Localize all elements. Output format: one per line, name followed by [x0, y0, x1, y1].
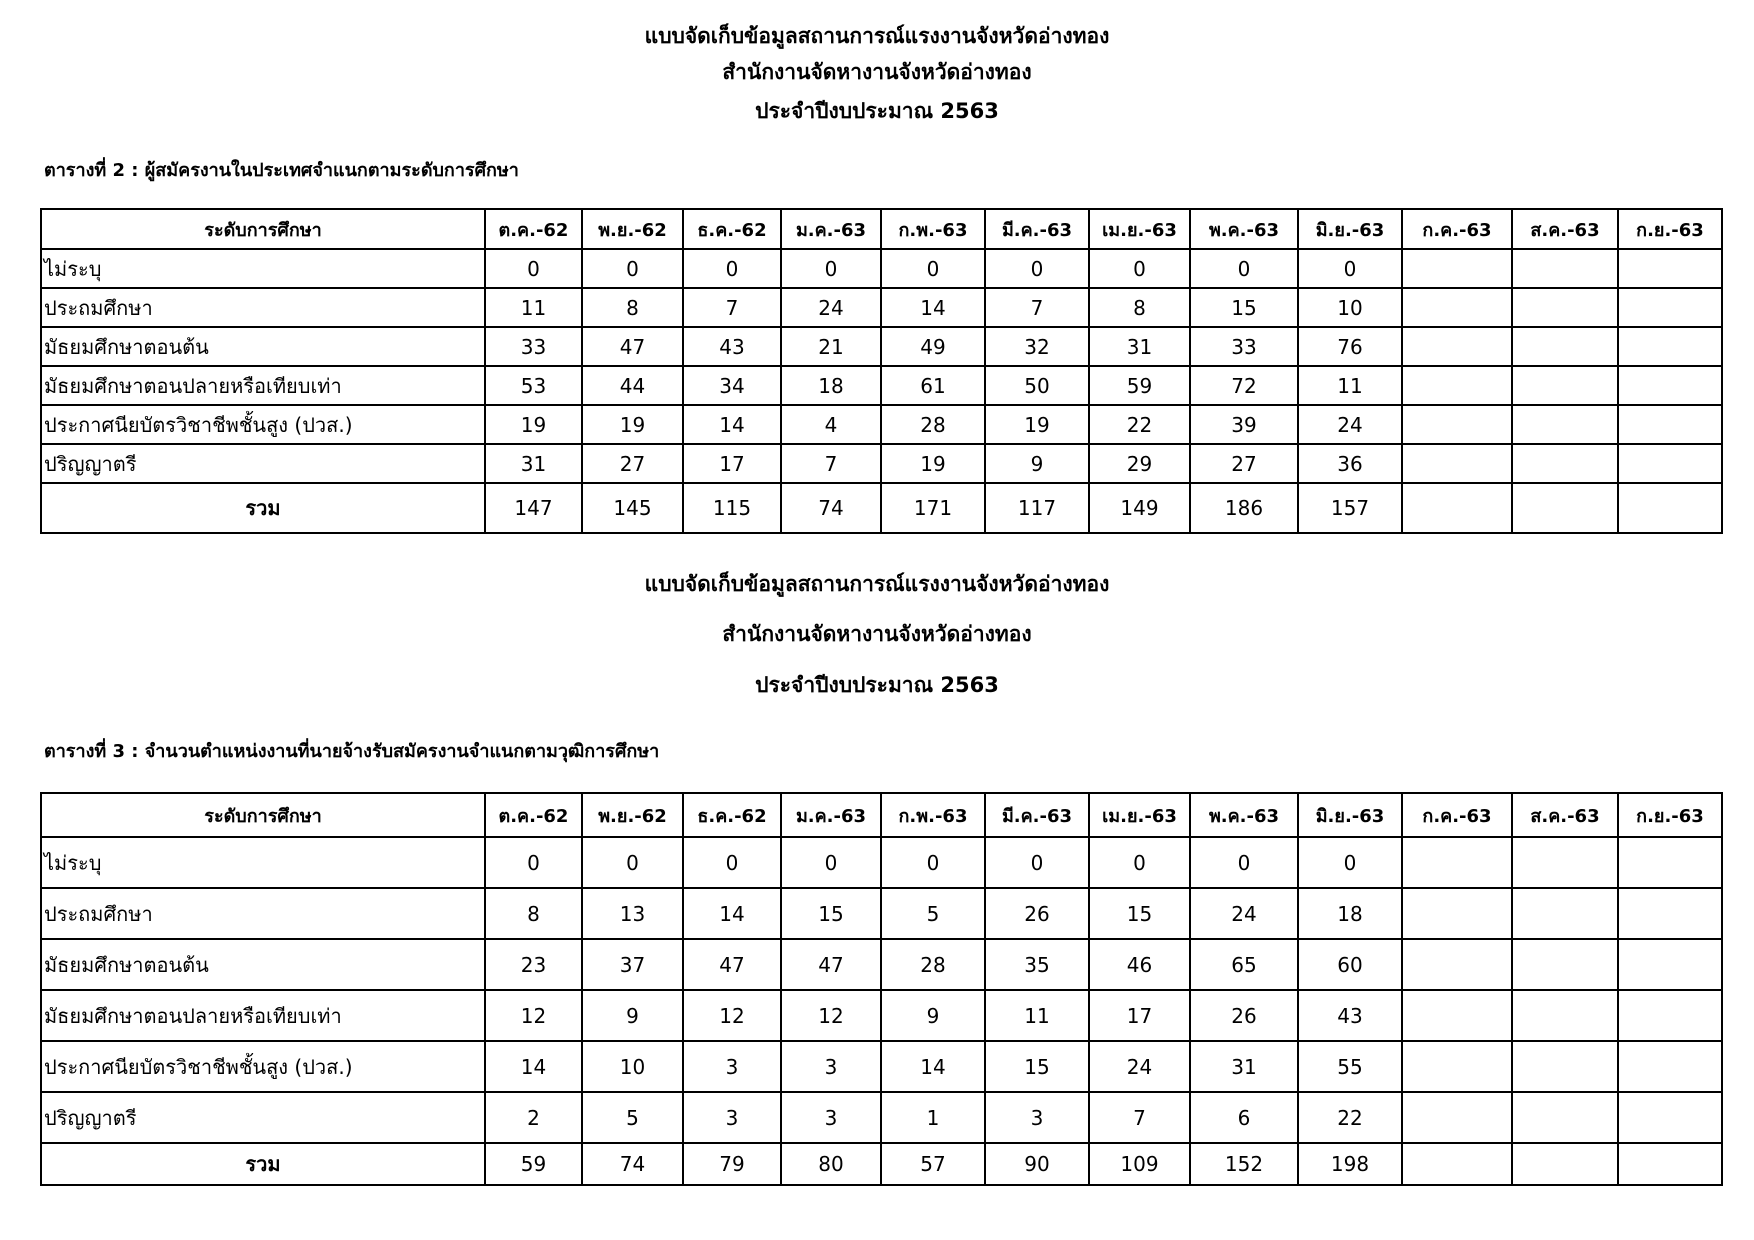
total-cell: 74 — [582, 1143, 683, 1185]
table-cell — [1402, 249, 1512, 288]
total-cell — [1402, 483, 1512, 533]
table-cell — [1512, 939, 1618, 990]
table-cell — [1618, 888, 1722, 939]
report-title-1: แบบจัดเก็บข้อมูลสถานการณ์แรงงานจังหวัดอ่างทอง — [644, 24, 1110, 48]
table-cell: 14 — [683, 888, 781, 939]
table-cell: 5 — [582, 1092, 683, 1143]
row-label: ประกาศนียบัตรวิชาชีพชั้นสูง (ปวส.) — [41, 1041, 485, 1092]
total-cell: 59 — [485, 1143, 582, 1185]
total-cell: 74 — [781, 483, 881, 533]
table-cell: 14 — [881, 1041, 985, 1092]
table-cell — [1618, 249, 1722, 288]
total-cell: 57 — [881, 1143, 985, 1185]
row-label: ไม่ระบุ — [41, 249, 485, 288]
table-cell: 31 — [1190, 1041, 1298, 1092]
table-cell — [1512, 288, 1618, 327]
column-header-month: พ.ค.-63 — [1190, 793, 1298, 837]
column-header-month: เม.ย.-63 — [1089, 209, 1190, 249]
table-cell — [1512, 249, 1618, 288]
column-header-month: พ.ย.-62 — [582, 793, 683, 837]
column-header-education-level: ระดับการศึกษา — [41, 793, 485, 837]
column-header-month: ก.พ.-63 — [881, 793, 985, 837]
table-cell — [1512, 990, 1618, 1041]
table-cell: 31 — [1089, 327, 1190, 366]
report-office-1: สำนักงานจัดหางานจังหวัดอ่างทอง — [722, 60, 1032, 84]
table-cell: 0 — [781, 837, 881, 888]
row-label: มัธยมศึกษาตอนต้น — [41, 327, 485, 366]
table-cell — [1402, 1041, 1512, 1092]
table-cell: 44 — [582, 366, 683, 405]
table-cell: 59 — [1089, 366, 1190, 405]
table-cell — [1402, 990, 1512, 1041]
table-cell: 11 — [1298, 366, 1402, 405]
row-label: มัธยมศึกษาตอนต้น — [41, 939, 485, 990]
row-label: ประถมศึกษา — [41, 288, 485, 327]
table-cell: 0 — [1298, 837, 1402, 888]
table2-caption: ตารางที่ 2 : ผู้สมัครงานในประเทศจำแนกตามระดับการศึกษา — [44, 160, 519, 181]
table-cell: 0 — [1298, 249, 1402, 288]
table-cell: 0 — [985, 837, 1089, 888]
table-cell: 15 — [985, 1041, 1089, 1092]
table-cell: 0 — [1190, 837, 1298, 888]
total-label: รวม — [41, 483, 485, 533]
table-row — [41, 1092, 1722, 1143]
table-cell: 9 — [582, 990, 683, 1041]
table-cell: 19 — [485, 405, 582, 444]
table-cell: 10 — [582, 1041, 683, 1092]
table-cell — [1512, 1092, 1618, 1143]
table-cell: 15 — [1089, 888, 1190, 939]
table-cell: 22 — [1089, 405, 1190, 444]
table-cell: 47 — [683, 939, 781, 990]
table-cell: 0 — [1089, 249, 1190, 288]
total-cell: 198 — [1298, 1143, 1402, 1185]
table-cell: 60 — [1298, 939, 1402, 990]
table-cell: 76 — [1298, 327, 1402, 366]
column-header-month: ก.พ.-63 — [881, 209, 985, 249]
table-cell: 39 — [1190, 405, 1298, 444]
table-cell: 31 — [485, 444, 582, 483]
table-cell: 17 — [683, 444, 781, 483]
table-cell: 3 — [683, 1092, 781, 1143]
table-cell — [1618, 288, 1722, 327]
table-cell — [1618, 939, 1722, 990]
total-cell: 117 — [985, 483, 1089, 533]
table-cell: 0 — [485, 837, 582, 888]
table-cell: 24 — [781, 288, 881, 327]
total-cell: 115 — [683, 483, 781, 533]
table-cell: 43 — [1298, 990, 1402, 1041]
table-cell: 11 — [985, 990, 1089, 1041]
table-cell: 6 — [1190, 1092, 1298, 1143]
table-cell: 12 — [485, 990, 582, 1041]
table-cell: 8 — [582, 288, 683, 327]
total-cell: 147 — [485, 483, 582, 533]
column-header-month: เม.ย.-63 — [1089, 793, 1190, 837]
table-cell: 5 — [881, 888, 985, 939]
table-cell: 19 — [881, 444, 985, 483]
column-header-month: ต.ค.-62 — [485, 793, 582, 837]
report-office-2: สำนักงานจัดหางานจังหวัดอ่างทอง — [722, 622, 1032, 646]
row-label: ประกาศนียบัตรวิชาชีพชั้นสูง (ปวส.) — [41, 405, 485, 444]
table2 — [40, 208, 1723, 534]
table-cell — [1402, 888, 1512, 939]
table2-header-row — [41, 209, 1722, 249]
table-cell — [1618, 837, 1722, 888]
table-cell: 0 — [1190, 249, 1298, 288]
total-row — [41, 483, 1722, 533]
table-row — [41, 1041, 1722, 1092]
table3-caption: ตารางที่ 3 : จำนวนตำแหน่งงานที่นายจ้างรับสมัครงานจำแนกตามวุฒิการศึกษา — [44, 741, 660, 762]
total-cell: 145 — [582, 483, 683, 533]
table-cell: 12 — [781, 990, 881, 1041]
table-cell — [1618, 366, 1722, 405]
table-cell — [1402, 366, 1512, 405]
total-cell — [1402, 1143, 1512, 1185]
table-row — [41, 888, 1722, 939]
table-cell: 53 — [485, 366, 582, 405]
table-cell: 9 — [985, 444, 1089, 483]
table-cell: 35 — [985, 939, 1089, 990]
table-cell: 0 — [985, 249, 1089, 288]
table-cell: 7 — [985, 288, 1089, 327]
row-label: ไม่ระบุ — [41, 837, 485, 888]
report-fiscal-year-1: ประจำปีงบประมาณ 2563 — [755, 99, 999, 123]
column-header-month: พ.ย.-62 — [582, 209, 683, 249]
total-cell: 80 — [781, 1143, 881, 1185]
table-cell: 49 — [881, 327, 985, 366]
table-cell: 4 — [781, 405, 881, 444]
total-cell: 186 — [1190, 483, 1298, 533]
column-header-month: ธ.ค.-62 — [683, 793, 781, 837]
total-cell — [1512, 1143, 1618, 1185]
row-label: ปริญญาตรี — [41, 1092, 485, 1143]
table-cell: 3 — [683, 1041, 781, 1092]
table-cell: 0 — [683, 249, 781, 288]
table-cell: 34 — [683, 366, 781, 405]
table-cell: 43 — [683, 327, 781, 366]
table-cell: 2 — [485, 1092, 582, 1143]
table-cell: 15 — [781, 888, 881, 939]
table-cell: 22 — [1298, 1092, 1402, 1143]
table3-header-row — [41, 793, 1722, 837]
table-cell: 7 — [781, 444, 881, 483]
table-cell: 14 — [485, 1041, 582, 1092]
total-cell: 109 — [1089, 1143, 1190, 1185]
table-cell: 72 — [1190, 366, 1298, 405]
table-cell — [1512, 888, 1618, 939]
total-cell: 149 — [1089, 483, 1190, 533]
table-cell: 13 — [582, 888, 683, 939]
table-cell: 33 — [485, 327, 582, 366]
table-cell: 19 — [582, 405, 683, 444]
column-header-month: มี.ค.-63 — [985, 209, 1089, 249]
total-cell — [1512, 483, 1618, 533]
total-cell: 90 — [985, 1143, 1089, 1185]
table-row — [41, 249, 1722, 288]
table-cell: 9 — [881, 990, 985, 1041]
table-row — [41, 405, 1722, 444]
table-cell: 12 — [683, 990, 781, 1041]
total-row — [41, 1143, 1722, 1185]
column-header-education-level: ระดับการศึกษา — [41, 209, 485, 249]
table-cell — [1402, 327, 1512, 366]
table-cell — [1402, 405, 1512, 444]
table-cell — [1512, 405, 1618, 444]
row-label: ประถมศึกษา — [41, 888, 485, 939]
table-cell: 24 — [1089, 1041, 1190, 1092]
table-cell: 11 — [485, 288, 582, 327]
column-header-month: ม.ค.-63 — [781, 793, 881, 837]
column-header-month: ต.ค.-62 — [485, 209, 582, 249]
table-cell: 47 — [781, 939, 881, 990]
table-cell: 0 — [582, 837, 683, 888]
table-cell — [1402, 444, 1512, 483]
table-row — [41, 366, 1722, 405]
table-cell — [1512, 366, 1618, 405]
table-cell: 3 — [781, 1041, 881, 1092]
table-cell: 8 — [1089, 288, 1190, 327]
table-cell: 24 — [1190, 888, 1298, 939]
table-cell — [1512, 444, 1618, 483]
table-cell — [1618, 327, 1722, 366]
column-header-month: ก.ค.-63 — [1402, 209, 1512, 249]
table-row — [41, 990, 1722, 1041]
table-row — [41, 939, 1722, 990]
table-cell: 28 — [881, 405, 985, 444]
table-cell: 18 — [1298, 888, 1402, 939]
total-cell: 171 — [881, 483, 985, 533]
row-label: มัธยมศึกษาตอนปลายหรือเทียบเท่า — [41, 990, 485, 1041]
table-cell — [1402, 837, 1512, 888]
report-title-2: แบบจัดเก็บข้อมูลสถานการณ์แรงงานจังหวัดอ่างทอง — [644, 572, 1110, 596]
row-label: ปริญญาตรี — [41, 444, 485, 483]
table-row — [41, 837, 1722, 888]
column-header-month: พ.ค.-63 — [1190, 209, 1298, 249]
table-cell: 3 — [781, 1092, 881, 1143]
table-row — [41, 444, 1722, 483]
table-cell — [1618, 444, 1722, 483]
table-row — [41, 288, 1722, 327]
table-cell: 47 — [582, 327, 683, 366]
table-cell — [1402, 1092, 1512, 1143]
table-cell: 14 — [881, 288, 985, 327]
table-cell: 0 — [1089, 837, 1190, 888]
table-cell: 65 — [1190, 939, 1298, 990]
table-cell: 28 — [881, 939, 985, 990]
table-cell: 26 — [1190, 990, 1298, 1041]
total-cell — [1618, 1143, 1722, 1185]
table-row — [41, 327, 1722, 366]
table-cell: 14 — [683, 405, 781, 444]
table-cell: 3 — [985, 1092, 1089, 1143]
table-cell: 0 — [881, 249, 985, 288]
table-cell: 61 — [881, 366, 985, 405]
table-cell: 0 — [485, 249, 582, 288]
report-fiscal-year-2: ประจำปีงบประมาณ 2563 — [755, 673, 999, 697]
table-cell: 15 — [1190, 288, 1298, 327]
table-cell — [1618, 1092, 1722, 1143]
table-cell: 29 — [1089, 444, 1190, 483]
column-header-month: ส.ค.-63 — [1512, 793, 1618, 837]
table-cell: 27 — [582, 444, 683, 483]
table-cell: 0 — [582, 249, 683, 288]
table-cell: 0 — [683, 837, 781, 888]
column-header-month: ก.ย.-63 — [1618, 209, 1722, 249]
table-cell: 32 — [985, 327, 1089, 366]
total-cell: 157 — [1298, 483, 1402, 533]
table-cell: 19 — [985, 405, 1089, 444]
total-label: รวม — [41, 1143, 485, 1185]
table-cell: 7 — [683, 288, 781, 327]
table-cell — [1402, 288, 1512, 327]
table-cell — [1512, 1041, 1618, 1092]
column-header-month: ส.ค.-63 — [1512, 209, 1618, 249]
table-cell: 18 — [781, 366, 881, 405]
column-header-month: มี.ค.-63 — [985, 793, 1089, 837]
table3 — [40, 792, 1723, 1186]
table-cell: 36 — [1298, 444, 1402, 483]
table-cell — [1618, 405, 1722, 444]
table-cell: 26 — [985, 888, 1089, 939]
table-cell — [1618, 990, 1722, 1041]
total-cell: 79 — [683, 1143, 781, 1185]
table-cell: 46 — [1089, 939, 1190, 990]
table-cell: 37 — [582, 939, 683, 990]
table-cell: 24 — [1298, 405, 1402, 444]
column-header-month: มิ.ย.-63 — [1298, 209, 1402, 249]
table-cell: 33 — [1190, 327, 1298, 366]
table-cell: 1 — [881, 1092, 985, 1143]
column-header-month: ก.ค.-63 — [1402, 793, 1512, 837]
table-cell — [1512, 837, 1618, 888]
table-cell: 7 — [1089, 1092, 1190, 1143]
column-header-month: ธ.ค.-62 — [683, 209, 781, 249]
table-cell: 17 — [1089, 990, 1190, 1041]
table-cell — [1618, 1041, 1722, 1092]
row-label: มัธยมศึกษาตอนปลายหรือเทียบเท่า — [41, 366, 485, 405]
column-header-month: ก.ย.-63 — [1618, 793, 1722, 837]
table-cell — [1512, 327, 1618, 366]
table-cell: 0 — [881, 837, 985, 888]
total-cell — [1618, 483, 1722, 533]
table-cell: 23 — [485, 939, 582, 990]
column-header-month: มิ.ย.-63 — [1298, 793, 1402, 837]
table-cell: 8 — [485, 888, 582, 939]
table-cell: 21 — [781, 327, 881, 366]
column-header-month: ม.ค.-63 — [781, 209, 881, 249]
table-cell: 55 — [1298, 1041, 1402, 1092]
table-cell: 27 — [1190, 444, 1298, 483]
table-cell: 50 — [985, 366, 1089, 405]
total-cell: 152 — [1190, 1143, 1298, 1185]
table-cell: 10 — [1298, 288, 1402, 327]
table-cell: 0 — [781, 249, 881, 288]
table-cell — [1402, 939, 1512, 990]
